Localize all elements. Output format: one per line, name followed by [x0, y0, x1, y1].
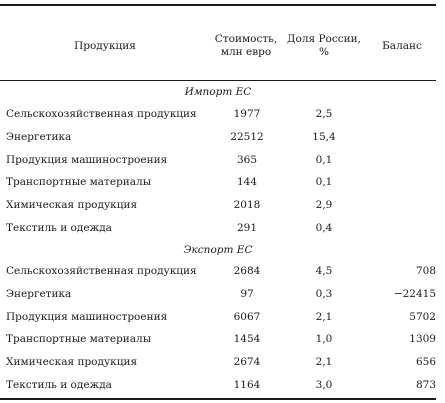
import-row-value: 144 — [236, 176, 258, 189]
header-share — [285, 33, 363, 59]
import-row-product: Сельскохозяйственная продукция — [6, 108, 197, 120]
import-row-value: 1977 — [233, 108, 261, 120]
header-balance: Баланс — [382, 40, 422, 52]
header-share-line1: Доля России, — [287, 33, 361, 45]
export-row-value: 97 — [240, 287, 254, 300]
import-row-value: 2018 — [233, 199, 261, 212]
import-row-product: Продукция машиностроения — [6, 153, 168, 166]
import-row-value: 365 — [236, 153, 258, 166]
import-row-product: Химическая продукция — [6, 199, 138, 212]
header-product: Продукция — [74, 40, 136, 52]
export-row-value: 1454 — [233, 333, 261, 346]
export-row-value: 2674 — [233, 356, 261, 369]
import-row-share: 0,1 — [315, 176, 333, 189]
export-row-share: 2,1 — [315, 310, 333, 323]
import-row-share: 0,1 — [315, 153, 333, 166]
export-row-value: 2684 — [233, 265, 261, 277]
export-row-share: 4,5 — [315, 265, 333, 277]
header-rule — [0, 80, 436, 81]
section-title-export: Экспорт ЕС — [183, 244, 253, 256]
export-row-value: 1164 — [233, 379, 261, 391]
export-row-share: 0,3 — [315, 287, 333, 300]
header-value — [206, 33, 286, 59]
export-row-balance: 873 — [415, 379, 436, 391]
export-row-balance: 708 — [415, 265, 436, 277]
header-share-line2: % — [319, 46, 329, 58]
bottom-rule — [0, 398, 436, 400]
header-value-line1: Стоимость, — [214, 33, 278, 45]
export-row-balance: 5702 — [409, 310, 436, 323]
import-row-share: 2,5 — [315, 108, 333, 120]
export-row-share: 3,0 — [315, 379, 333, 391]
export-row-product: Химическая продукция — [6, 356, 138, 369]
export-row-product: Текстиль и одежда — [6, 379, 112, 391]
export-row-balance: −22415 — [393, 287, 436, 300]
export-row-product: Продукция машиностроения — [6, 310, 168, 323]
export-row-product: Энергетика — [6, 287, 72, 300]
top-rule — [0, 4, 436, 6]
export-row-balance: 656 — [415, 356, 436, 369]
import-row-product: Энергетика — [6, 130, 72, 143]
import-row-value: 22512 — [230, 130, 264, 143]
import-row-product: Транспортные материалы — [6, 176, 152, 189]
export-row-product: Сельскохозяйственная продукция — [6, 265, 197, 277]
import-row-value: 291 — [236, 222, 258, 234]
export-row-share: 1,0 — [315, 333, 333, 346]
section-title-import: Импорт ЕС — [184, 86, 252, 98]
export-row-balance: 1309 — [409, 333, 436, 346]
import-row-share: 0,4 — [315, 222, 333, 234]
import-row-share: 2,9 — [315, 199, 333, 212]
header-value-line2: млн евро — [220, 46, 272, 58]
export-row-value: 6067 — [233, 310, 261, 323]
export-row-share: 2,1 — [315, 356, 333, 369]
export-row-product: Транспортные материалы — [6, 333, 152, 346]
import-row-product: Текстиль и одежда — [6, 222, 112, 234]
import-row-share: 15,4 — [312, 130, 336, 143]
